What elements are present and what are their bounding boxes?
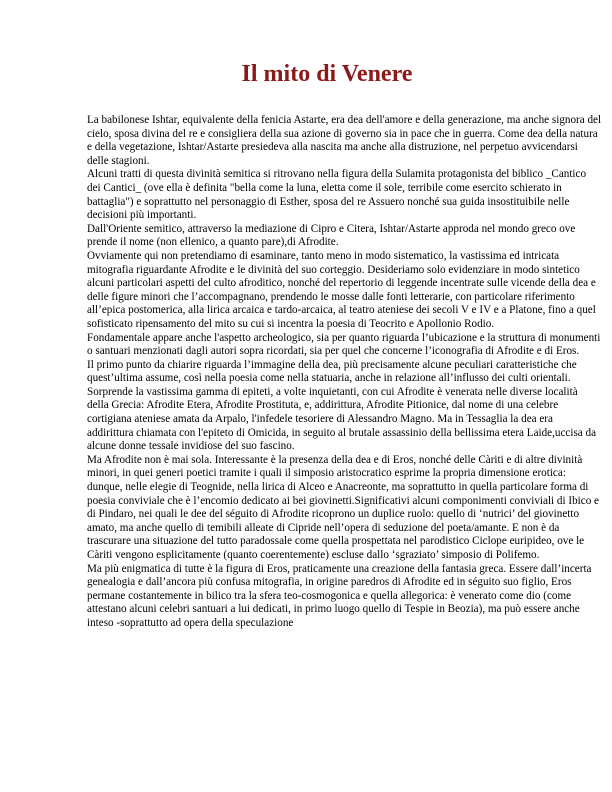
paragraph: Dall'Oriente semitico, attraverso la mediazione di Cipro e Citera, Ishtar/Astarte approda nel mondo greco ove prende il nome (non ellenico, a quanto pare),di Afrodite.: [87, 222, 576, 249]
paragraph: Ma Afrodite non è mai sola. Interessante è la presenza della dea e di Eros, nonché delle Càriti e di altre divinità minori, in quei generi poetici tramite i quali il simposio aristocratico esprime la propria dimensione erotica: dunque, nelle elegie di Teognide, nella lirica di Alceo e Anacreonte, ma soprattutto in quella particolare forma di poesia conviviale che è l’encomio dedicato ai bei giovinetti.Significativi alcuni componimenti conviviali di Ibico e di Pindaro, nei quali le dee del séguito di Afrodite ricoprono un duplice ruolo: quello di ‘nutrici’ del giovinetto amato, ma anche quello di temibili alleate di Cipride nell’opera di seduzione del poeta/amante. E non è da trascurare una situazione del tutto paradossale come quella prospettata nel parodistico Ciclope euripideo, ove le Càriti vengono esplicitamente (quanto coerentemente) escluse dallo ‘sgraziato’ simposio di Polifemo.: [87, 453, 600, 561]
paragraph: Fondamentale appare anche l'aspetto archeologico, sia per quanto riguarda l’ubicazione e la struttura di monumenti o santuari menzionati dagli autori sopra ricordati, sia per quel che concerne l’iconografia di Afrodite e di Eros.: [87, 331, 601, 358]
paragraph: La babilonese Ishtar, equivalente della fenicia Astarte, era dea dell'amore e della generazione, ma anche signora del cielo, sposa divina del re e consigliera della sua azione di governo sia in pace che in guerra. Come dea della natura e della vegetazione, Ishtar/Astarte presiedeva alla nascita ma anche alla distruzione, nel perpetuo avvicendarsi delle stagioni.: [87, 114, 602, 167]
page-title: Il mito di Venere: [241, 61, 413, 87]
paragraph: Il primo punto da chiarire riguarda l’immagine della dea, più precisamente alcune peculiari caratteristiche che quest’ultima assume, così nella poesia come nella statuaria, anche in relazione all’influsso dei culti orientali. Sorprende la vastissima gamma di epiteti, a volte inquietanti, con cui Afrodite è venerata nelle diverse località della Grecia: Afrodite Etera, Afrodite Prostituta, e, addirittura, Afrodite Pitionice, dal nome di una celebre cortigiana ateniese amata da Arpalo, l'infedele tesoriere di Alessandro Magno. Ma in Tessaglia la dea era addirittura chiamata con l'epiteto di Omicida, in seguito al brutale assassinio della bellissima etera Laide,uccisa da alcune donne tessale invidiose del suo fascino.: [87, 358, 597, 453]
document-body: [87, 114, 602, 631]
paragraph: Ovviamente qui non pretendiamo di esaminare, tanto meno in modo sistematico, la vastissima ed intricata mitografia riguardante Afrodite e le divinità del suo corteggio. Desideriamo solo evidenziare in modo sintetico alcuni particolari aspetti del culto afroditico, nonché del repertorio di leggende incentrate sulle vicende della dea e delle figure minori che l’accompagnano, prendendo le mosse dalle fonti letterarie, con particolare riferimento all’epica postomerica, alla lirica arcaica e tardo-arcaica, al teatro ateniese dei secoli V e IV e a Platone, fino a quel sofisticato ripensamento del mito su cui si incentra la poesia di Teocrito e Apollonio Rodio.: [87, 249, 596, 330]
paragraph: Ma più enigmatica di tutte è la figura di Eros, praticamente una creazione della fantasia greca. Essere dall’incerta genealogia e dall’ancora più confusa mitografia, in origine paredros di Afrodite ed in séguito suo figlio, Eros permane costantemente in bilico tra la sfera teo-cosmogonica e quella allegorica: è venerato come dio (come attestano alcuni celebri santuari a lui dedicati, in primo luogo quello di Tespie in Beozia), ma può essere anche inteso -soprattutto ad opera della speculazione: [87, 562, 592, 629]
paragraph: Alcuni tratti di questa divinità semitica si ritrovano nella figura della Sulamita protagonista del biblico _Cantico dei Cantici_ (ove ella è definita "bella come la luna, eletta come il sole, terribile come esercito schierato in battaglia") e soprattutto nel personaggio di Esther, sposa del re Assuero nonché sua guida insostituibile nelle decisioni più importanti.: [87, 168, 587, 222]
